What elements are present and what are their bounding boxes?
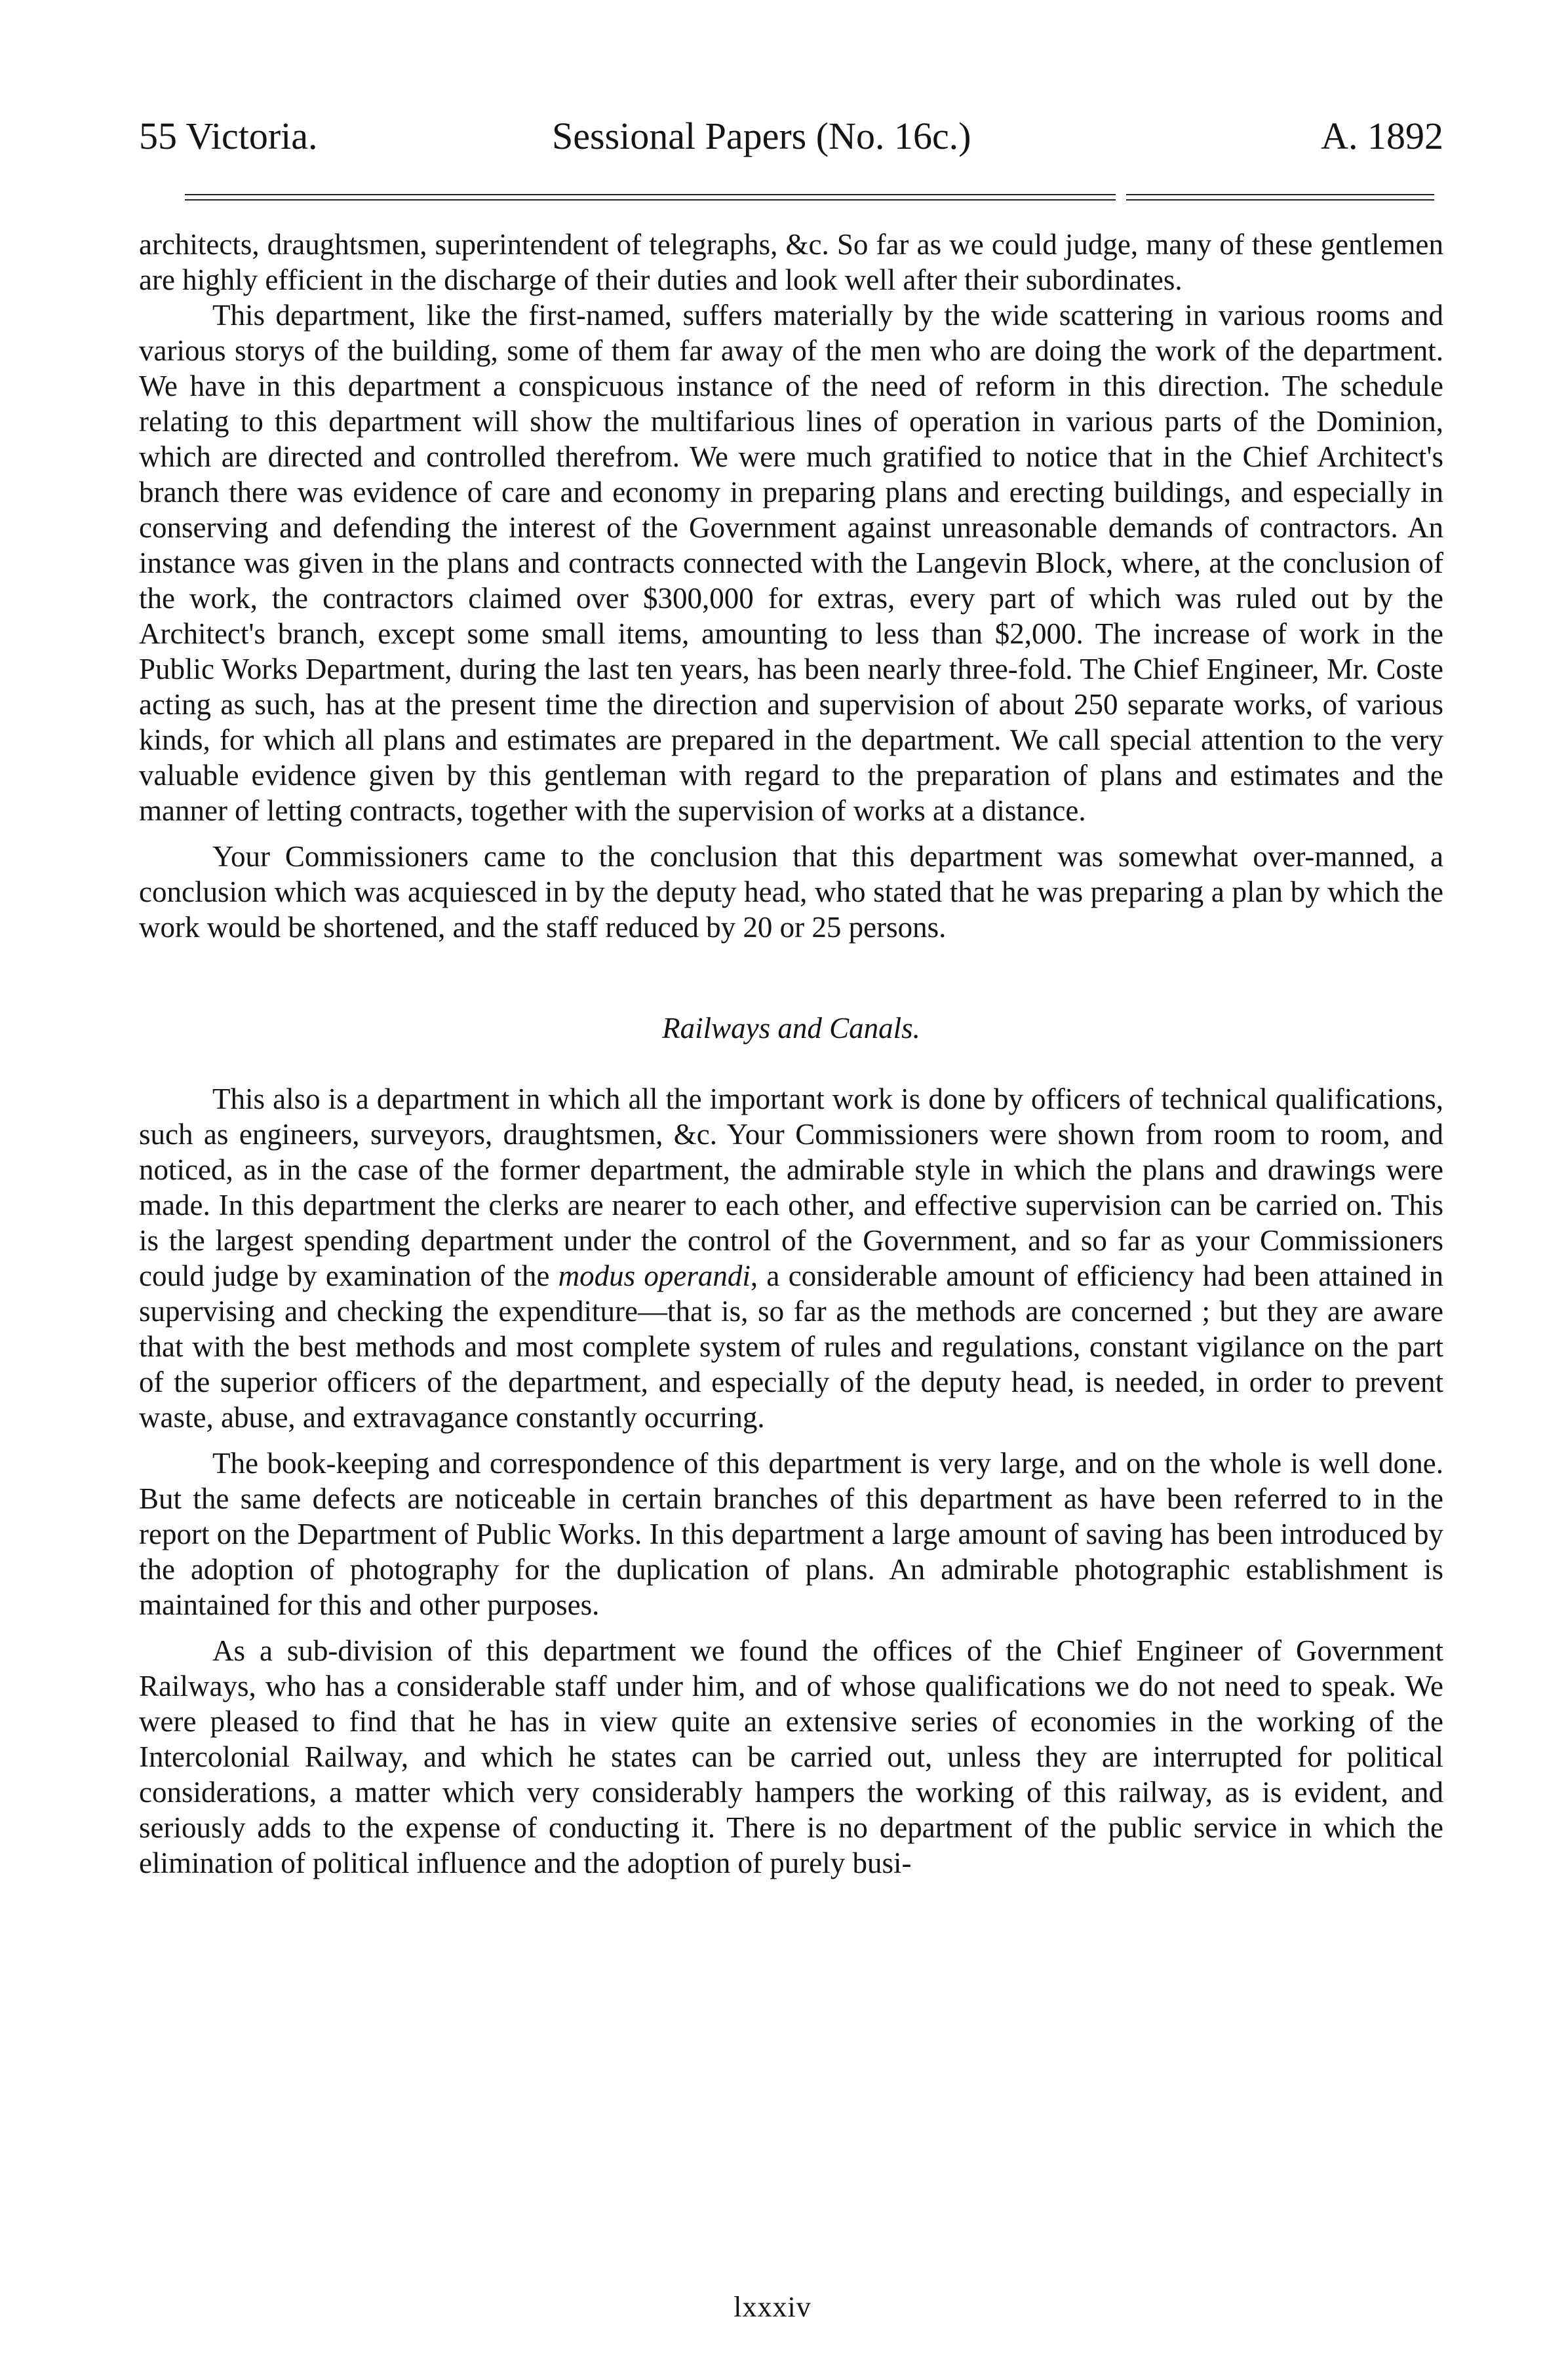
paragraph-bookkeeping: The book-keeping and correspondence of this department is very large, and on the whole is well done. But the same defects are noticeable in certain branches of this department as have been referred to in the report on the Department of Public Works. In this department a large amount of saving has been introduced by the adoption of photography for the duplication of plans. An admirable photographic establishment is maintained for this and other purposes. <box>139 1447 1443 1621</box>
paragraph-railways-intro-b: , a considerable amount of efficiency had been attained in supervising and checking the expenditure—that is, so far as the methods are concerned ; but they are aware that with the best methods and most complete system of rules and regulations, constant vigilance on the part of the superior officers of the department, and especially of the deputy head, is needed, in order to prevent waste, abuse, and extravagance constantly occurring. <box>139 1259 1443 1434</box>
header-session: 55 Victoria. <box>139 115 318 157</box>
paragraph-continued: architects, draughtsmen, superintendent of telegraphs, &c. So far as we could judge, many of these gentlemen are highly efficient in the discharge of their duties and look well after their subordinates. <box>139 228 1443 296</box>
header-rule-right-bottom <box>1126 199 1434 201</box>
header-rule-left-top <box>185 194 1116 195</box>
paragraph-over-manned: Your Commissioners came to the conclusion that this department was somewhat over-manned, a conclusion which was acquiesced in by the deputy head, who stated that he was preparing a plan by which the work would be shortened, and the staff reduced by 20 or 25 persons. <box>139 840 1443 944</box>
latin-phrase: modus operandi <box>558 1259 751 1292</box>
paragraph-railways-intro-a: This also is a department in which all the important work is done by officers of technical qualifications, such as engineers, surveyors, draughtsmen, &c. Your Commissioners were shown from room to room, and noticed, as in the case of the former department, the admirable style in which the plans and drawings were made. In this department the clerks are nearer to each other, and effective supervision can be carried on. This is the largest spending department under the control of the Government, and so far as your Commissioners could judge by examination of the <box>139 1083 1443 1292</box>
section-heading-railways-canals: Railways and Canals. <box>662 1012 920 1045</box>
paragraph-public-works: This department, like the first-named, suffers materially by the wide scattering in various rooms and various storys of the building, some of them far away of the men who are doing the work of the department. We have in this department a conspicuous instance of the need of reform in this direction. The schedule relating to this department will show the multifarious lines of operation in various parts of the Dominion, which are directed and controlled therefrom. We were much gratified to notice that in the Chief Architect's branch there was evidence of care and economy in preparing plans and erecting buildings, and especially in conserving and defending the interest of the Government against unreasonable demands of contractors. An instance was given in the plans and contracts connected with the Langevin Block, where, at the conclusion of the work, the contractors claimed over $300,000 for extras, every part of which was ruled out by the Architect's branch, except some small items, amounting to less than $2,000. The increase of work in the Public Works Department, during the last ten years, has been nearly three-fold. The Chief Engineer, Mr. Coste acting as such, has at the present time the direction and supervision of about 250 separate works, of various kinds, for which all plans and estimates are prepared in the department. We call special attention to the very valuable evidence given by this gentleman with regard to the preparation of plans and estimates and the manner of letting contracts, together with the supervision of works at a distance. <box>139 299 1443 827</box>
header-year: A. 1892 <box>1321 115 1443 157</box>
paragraph-railways-intro <box>139 1081 1443 1435</box>
header-rule-right-top <box>1126 194 1434 195</box>
header-title: Sessional Papers (No. 16c.) <box>552 115 971 157</box>
page-number: lxxxiv <box>733 2291 812 2323</box>
running-header <box>139 110 1443 163</box>
paragraph-chief-engineer: As a sub-division of this department we found the offices of the Chief Engineer of Government Railways, who has a considerable staff under him, and of whose qualifications we do not need to speak. We were pleased to find that he has in view quite an extensive series of economies in the working of the Intercolonial Railway, and which he states can be carried out, unless they are interrupted for political considerations, a matter which very considerably hampers the working of this railway, as is evident, and seriously adds to the expense of conducting it. There is no department of the public service in which the elimination of political influence and the adoption of purely busi- <box>139 1634 1443 1879</box>
header-rule-left-bottom <box>185 199 1116 201</box>
body-text <box>139 227 1443 1881</box>
